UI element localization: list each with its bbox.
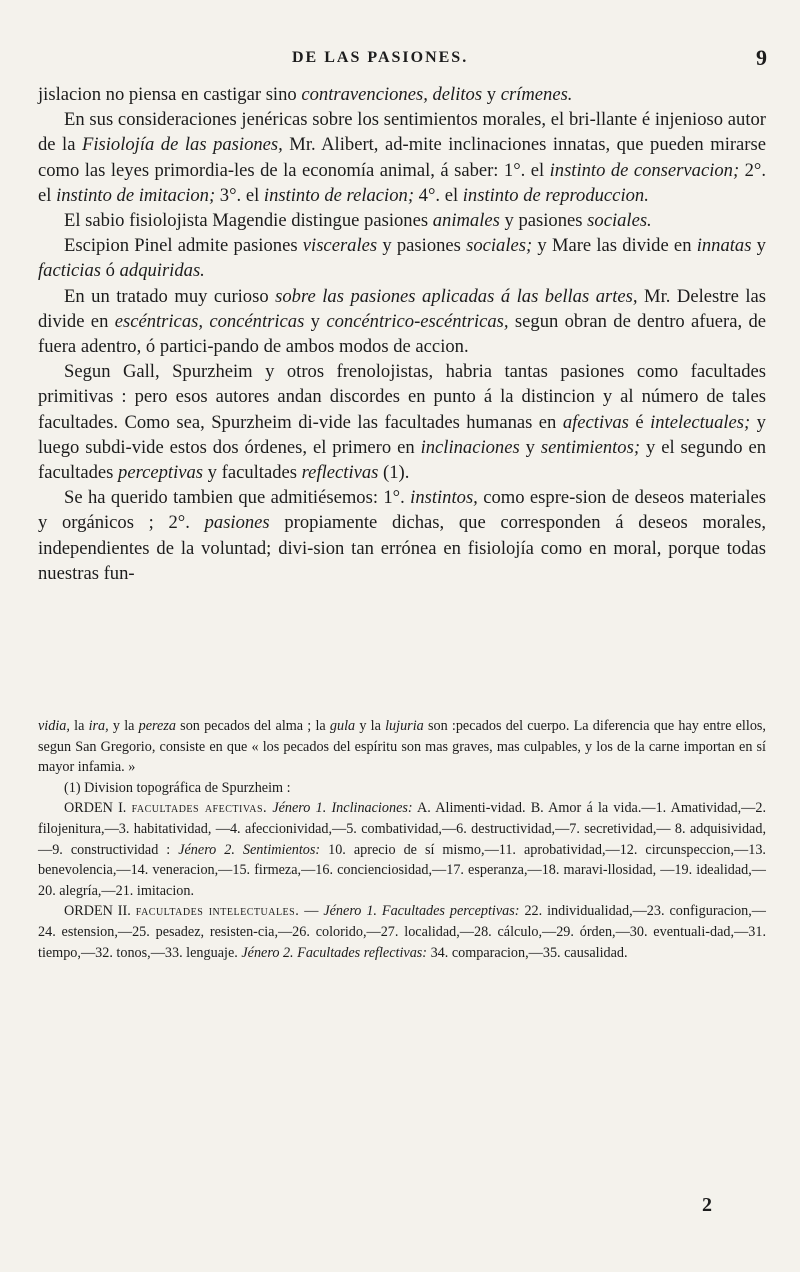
- text-run: y la: [355, 718, 386, 734]
- text-run: En sus consideraciones jenéricas sobre los sentimientos morales, el bri-llante é injenioso autor de la: [38, 109, 766, 156]
- text-run: la: [69, 718, 89, 734]
- text-run: y pasiones: [499, 210, 588, 232]
- main-text: [38, 82, 766, 586]
- italic-run: afectivas: [562, 411, 629, 433]
- text-run: Mr. Alibert, ad-mite inclinaciones innatas, que pueden mirarse como las leyes primordia-les de la economía animal, á saber: 1°. el: [38, 134, 766, 181]
- text-run: (1).: [378, 462, 410, 484]
- italic-run: instintos,: [410, 487, 478, 509]
- text-run: El sabio fisiolojista Magendie distingue pasiones: [64, 210, 433, 232]
- italic-run: intelectuales;: [650, 411, 751, 433]
- text-run: y: [519, 436, 541, 458]
- italic-run: facticias: [38, 260, 101, 282]
- text-run: ORDEN I.: [64, 800, 132, 817]
- text-run: como espre-sion de deseos materiales y orgánicos ; 2°.: [38, 487, 766, 534]
- text-run: y pasiones: [377, 235, 467, 257]
- italic-run: sociales;: [466, 235, 533, 257]
- text-run: 22. individualidad,—23. configuracion,—24. estension,—25. pesadez, resisten-cia,—26. colorido,—27. localidad,—28. cálculo,—29. órden,—30. eventuali-dad,—31. tiempo,—32. tonos,—33. lenguaje.: [38, 903, 766, 961]
- text-run: y el segundo en facultades: [38, 436, 766, 484]
- italic-run: sociales.: [587, 210, 652, 232]
- text-run: Mr. Delestre las divide en: [38, 285, 766, 332]
- small-caps-run: facultades intelectuales.: [135, 903, 300, 920]
- text-run: segun obran de dentro afuera, de fuera adentro, ó partici-pando de ambos modos de accion.: [38, 310, 766, 358]
- paragraph: [38, 82, 766, 107]
- italic-run: gula: [329, 718, 356, 734]
- order-two: [38, 901, 766, 963]
- running-head: [0, 45, 800, 75]
- text-run: propiamente dichas, que corresponden á deseos morales, independientes de la voluntad; divi-sion tan errónea en fisiolojía como en moral, porque todas nuestras fun-: [38, 512, 766, 584]
- italic-run: inclinaciones: [420, 436, 520, 458]
- italic-run: instinto de conservacion;: [549, 159, 740, 181]
- text-run: jislacion no piensa en castigar sino: [38, 84, 302, 105]
- italic-run: escéntricas, concéntricas: [114, 310, 305, 332]
- signature-mark: 2: [702, 1194, 712, 1216]
- text-run: 10. aprecio de sí mismo,—11. aprobatividad,—12. circunspeccion,—13. benevolencia,—14. veneracion,—15. firmeza,—16. concienciosidad,—17. esperanza,—18. maravi-llosidad, —19. idealidad,—20. alegría,—21. imitacion.: [38, 841, 766, 899]
- running-title: DE LAS PASIONES.: [292, 49, 469, 66]
- italic-run: vidia,: [38, 718, 70, 734]
- italic-run: Jénero 2. Facultades reflectivas:: [237, 944, 428, 961]
- footnote-1: [38, 778, 766, 799]
- paragraph: [38, 233, 766, 283]
- italic-run: animales: [432, 210, 500, 232]
- italic-run: innatas: [696, 235, 752, 257]
- text-run: y: [751, 235, 766, 257]
- text-run: —: [299, 903, 324, 920]
- italic-run: ira,: [88, 718, 109, 734]
- italic-run: contravenciones, delitos: [301, 84, 483, 105]
- text-run: Escipion Pinel admite pasiones: [64, 235, 303, 257]
- text-run: (1) Division topográfica de Spurzheim :: [64, 779, 291, 796]
- italic-run: adquiridas.: [119, 260, 205, 282]
- italic-run: instinto de imitacion;: [56, 184, 216, 206]
- italic-run: pasiones: [204, 512, 270, 534]
- text-run: y Mare las divide en: [532, 235, 697, 257]
- italic-run: lujuria: [385, 718, 424, 734]
- italic-run: Jénero 1. Inclinaciones:: [272, 800, 413, 817]
- footnote-continuation: [38, 716, 766, 778]
- text-run: ORDEN II.: [64, 903, 136, 920]
- italic-run: Jénero 1. Facultades perceptivas:: [323, 903, 520, 920]
- italic-run: sobre las pasiones aplicadas á las bellas artes,: [275, 285, 638, 307]
- text-run: ó: [101, 260, 120, 282]
- italic-run: Fisiolojía de las pasiones,: [81, 134, 283, 156]
- paragraph: [38, 485, 766, 586]
- paragraph: [38, 107, 766, 208]
- text-run: 3°. el: [215, 184, 264, 206]
- italic-run: concéntrico-escéntricas,: [326, 310, 509, 332]
- order-one: [38, 798, 766, 901]
- text-run: 34. comparacion,—35. causalidad.: [427, 944, 628, 961]
- paragraph: [38, 208, 766, 233]
- text-run: y: [482, 84, 501, 105]
- text-run: y la: [108, 718, 139, 734]
- italic-run: instinto de relacion;: [263, 184, 415, 206]
- text-run: son :pecados del cuerpo. La diferencia que hay entre ellos, segun San Gregorio, consiste en que « los pecados del espíritu son mas graves, mas culpables, y los de la carne importan en sí mayor infamia. »: [38, 718, 766, 776]
- italic-run: crímenes.: [500, 84, 573, 105]
- text-run: En un tratado muy curioso: [64, 285, 276, 307]
- italic-run: pereza: [138, 718, 176, 734]
- italic-run: Jénero 2. Sentimientos:: [170, 841, 321, 858]
- italic-run: instinto de reproduccion.: [462, 184, 649, 206]
- italic-run: sentimientos;: [540, 436, 641, 458]
- text-run: y facultades: [203, 462, 302, 484]
- text-run: 4°. el: [414, 184, 463, 206]
- text-run: Se ha querido tambien que admitiésemos: 1°.: [64, 487, 411, 509]
- text-run: son pecados del alma ; la: [175, 718, 330, 734]
- text-run: A. Alimenti-vidad. B. Amor á la vida.—1. Amatividad,—2. filojenitura,—3. habitatividad, —4. afeccionividad,—5. combatividad,—6. destructividad,—7. secretividad,— 8. adquisividad,—9. constructividad :: [38, 800, 766, 858]
- text-run: y: [304, 310, 327, 332]
- text-run: 2°. el: [38, 159, 766, 206]
- paragraph: [38, 359, 766, 485]
- footnotes: [38, 716, 766, 963]
- italic-run: perceptivas: [118, 462, 204, 484]
- paragraph: [38, 284, 766, 360]
- text-run: é: [628, 411, 651, 433]
- italic-run: viscerales: [302, 235, 378, 257]
- italic-run: reflectivas: [301, 462, 379, 484]
- small-caps-run: facultades afectivas.: [131, 800, 268, 817]
- page-number: 9: [756, 45, 767, 70]
- text-run: Segun Gall, Spurzheim y otros frenolojistas, habria tantas pasiones como facultades primitivas : pero esos autores andan discordes en punto á la distincion y al número de tales facultades. Como sea, Spurzheim di-vide las facultades humanas en: [38, 361, 766, 433]
- text-run: y luego subdi-vide estos dos órdenes, el primero en: [38, 411, 766, 458]
